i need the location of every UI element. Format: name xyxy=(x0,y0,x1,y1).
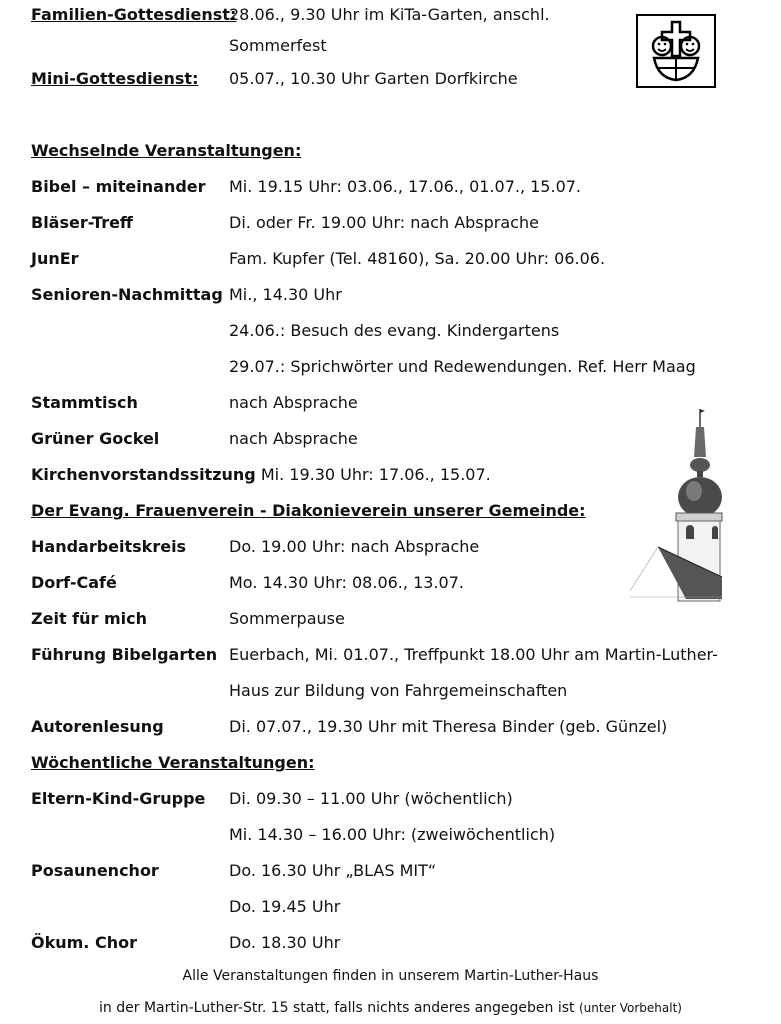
event-label: JunEr xyxy=(31,249,79,268)
event-label: Senioren-Nachmittag xyxy=(31,285,223,304)
footer-line-1: Alle Veranstaltungen finden in unserem Martin-Luther-Haus xyxy=(182,968,599,984)
event-value: 29.07.: Sprichwörter und Redewendungen. Ref. Herr Maag xyxy=(229,357,696,376)
event-value: Do. 18.30 Uhr xyxy=(229,933,341,952)
event-value: Mi. 14.30 – 16.00 Uhr: (zweiwöchentlich) xyxy=(229,825,556,844)
event-label: Führung Bibelgarten xyxy=(31,645,218,664)
event-value: Haus zur Bildung von Fahrgemeinschaften xyxy=(229,681,568,700)
kirchenvorstand-value: Mi. 19.30 Uhr: 17.06., 15.07. xyxy=(255,465,491,484)
event-value: Di. 07.07., 19.30 Uhr mit Theresa Binder (geb. Günzel) xyxy=(229,717,668,736)
footer-line-2 xyxy=(0,998,781,1018)
event-value: Sommerpause xyxy=(229,609,345,628)
footer-note: (unter Vorbehalt) xyxy=(579,1001,682,1015)
event-label: Zeit für mich xyxy=(31,609,147,628)
event-value: Mo. 14.30 Uhr: 08.06., 13.07. xyxy=(229,573,464,592)
mini-gottesdienst-label: Mini-Gottesdienst: xyxy=(31,69,199,88)
event-value: Do. 16.30 Uhr „BLAS MIT“ xyxy=(229,861,437,880)
event-value: Fam. Kupfer (Tel. 48160), Sa. 20.00 Uhr: 06.06. xyxy=(229,249,606,268)
familien-gottesdienst-value-2: Sommerfest xyxy=(229,36,327,55)
event-label: Bläser-Treff xyxy=(31,213,133,232)
mini-gottesdienst-value: 05.07., 10.30 Uhr Garten Dorfkirche xyxy=(229,69,518,88)
event-label: Autorenlesung xyxy=(31,717,164,736)
event-value: Euerbach, Mi. 01.07., Treffpunkt 18.00 Uhr am Martin-Luther- xyxy=(229,645,718,664)
event-label: Stammtisch xyxy=(31,393,138,412)
event-value: 24.06.: Besuch des evang. Kindergartens xyxy=(229,321,560,340)
familien-gottesdienst-label: Familien-Gottesdienst: xyxy=(31,5,237,24)
heading-woechentliche-veranstaltungen: Wöchentliche Veranstaltungen: xyxy=(31,753,315,772)
event-label: Bibel – miteinander xyxy=(31,177,206,196)
event-value: nach Absprache xyxy=(229,429,358,448)
event-label: Posaunenchor xyxy=(31,861,159,880)
cross-children-logo-icon xyxy=(636,14,716,88)
church-tower-icon xyxy=(628,405,728,605)
event-label: Eltern-Kind-Gruppe xyxy=(31,789,206,808)
heading-frauenverein: Der Evang. Frauenverein - Diakonieverein unserer Gemeinde: xyxy=(31,501,586,520)
event-label: Grüner Gockel xyxy=(31,429,160,448)
event-value: Mi., 14.30 Uhr xyxy=(229,285,342,304)
event-label: Ökum. Chor xyxy=(31,933,137,952)
event-value: Do. 19.00 Uhr: nach Absprache xyxy=(229,537,480,556)
heading-wechselnde-veranstaltungen: Wechselnde Veranstaltungen: xyxy=(31,141,302,160)
kirchenvorstand-row xyxy=(31,462,491,488)
event-value: Mi. 19.15 Uhr: 03.06., 17.06., 01.07., 15.07. xyxy=(229,177,582,196)
event-value: Do. 19.45 Uhr xyxy=(229,897,341,916)
familien-gottesdienst-value: 28.06., 9.30 Uhr im KiTa-Garten, anschl. xyxy=(229,5,550,24)
event-value: Di. 09.30 – 11.00 Uhr (wöchentlich) xyxy=(229,789,513,808)
kirchenvorstand-label: Kirchenvorstandssitzung xyxy=(31,465,256,484)
event-label: Handarbeitskreis xyxy=(31,537,187,556)
event-value: Di. oder Fr. 19.00 Uhr: nach Absprache xyxy=(229,213,539,232)
footer-line-2-text: in der Martin-Luther-Str. 15 statt, falls nichts anderes angegeben ist xyxy=(99,1000,575,1016)
event-value: nach Absprache xyxy=(229,393,358,412)
event-label: Dorf-Café xyxy=(31,573,117,592)
